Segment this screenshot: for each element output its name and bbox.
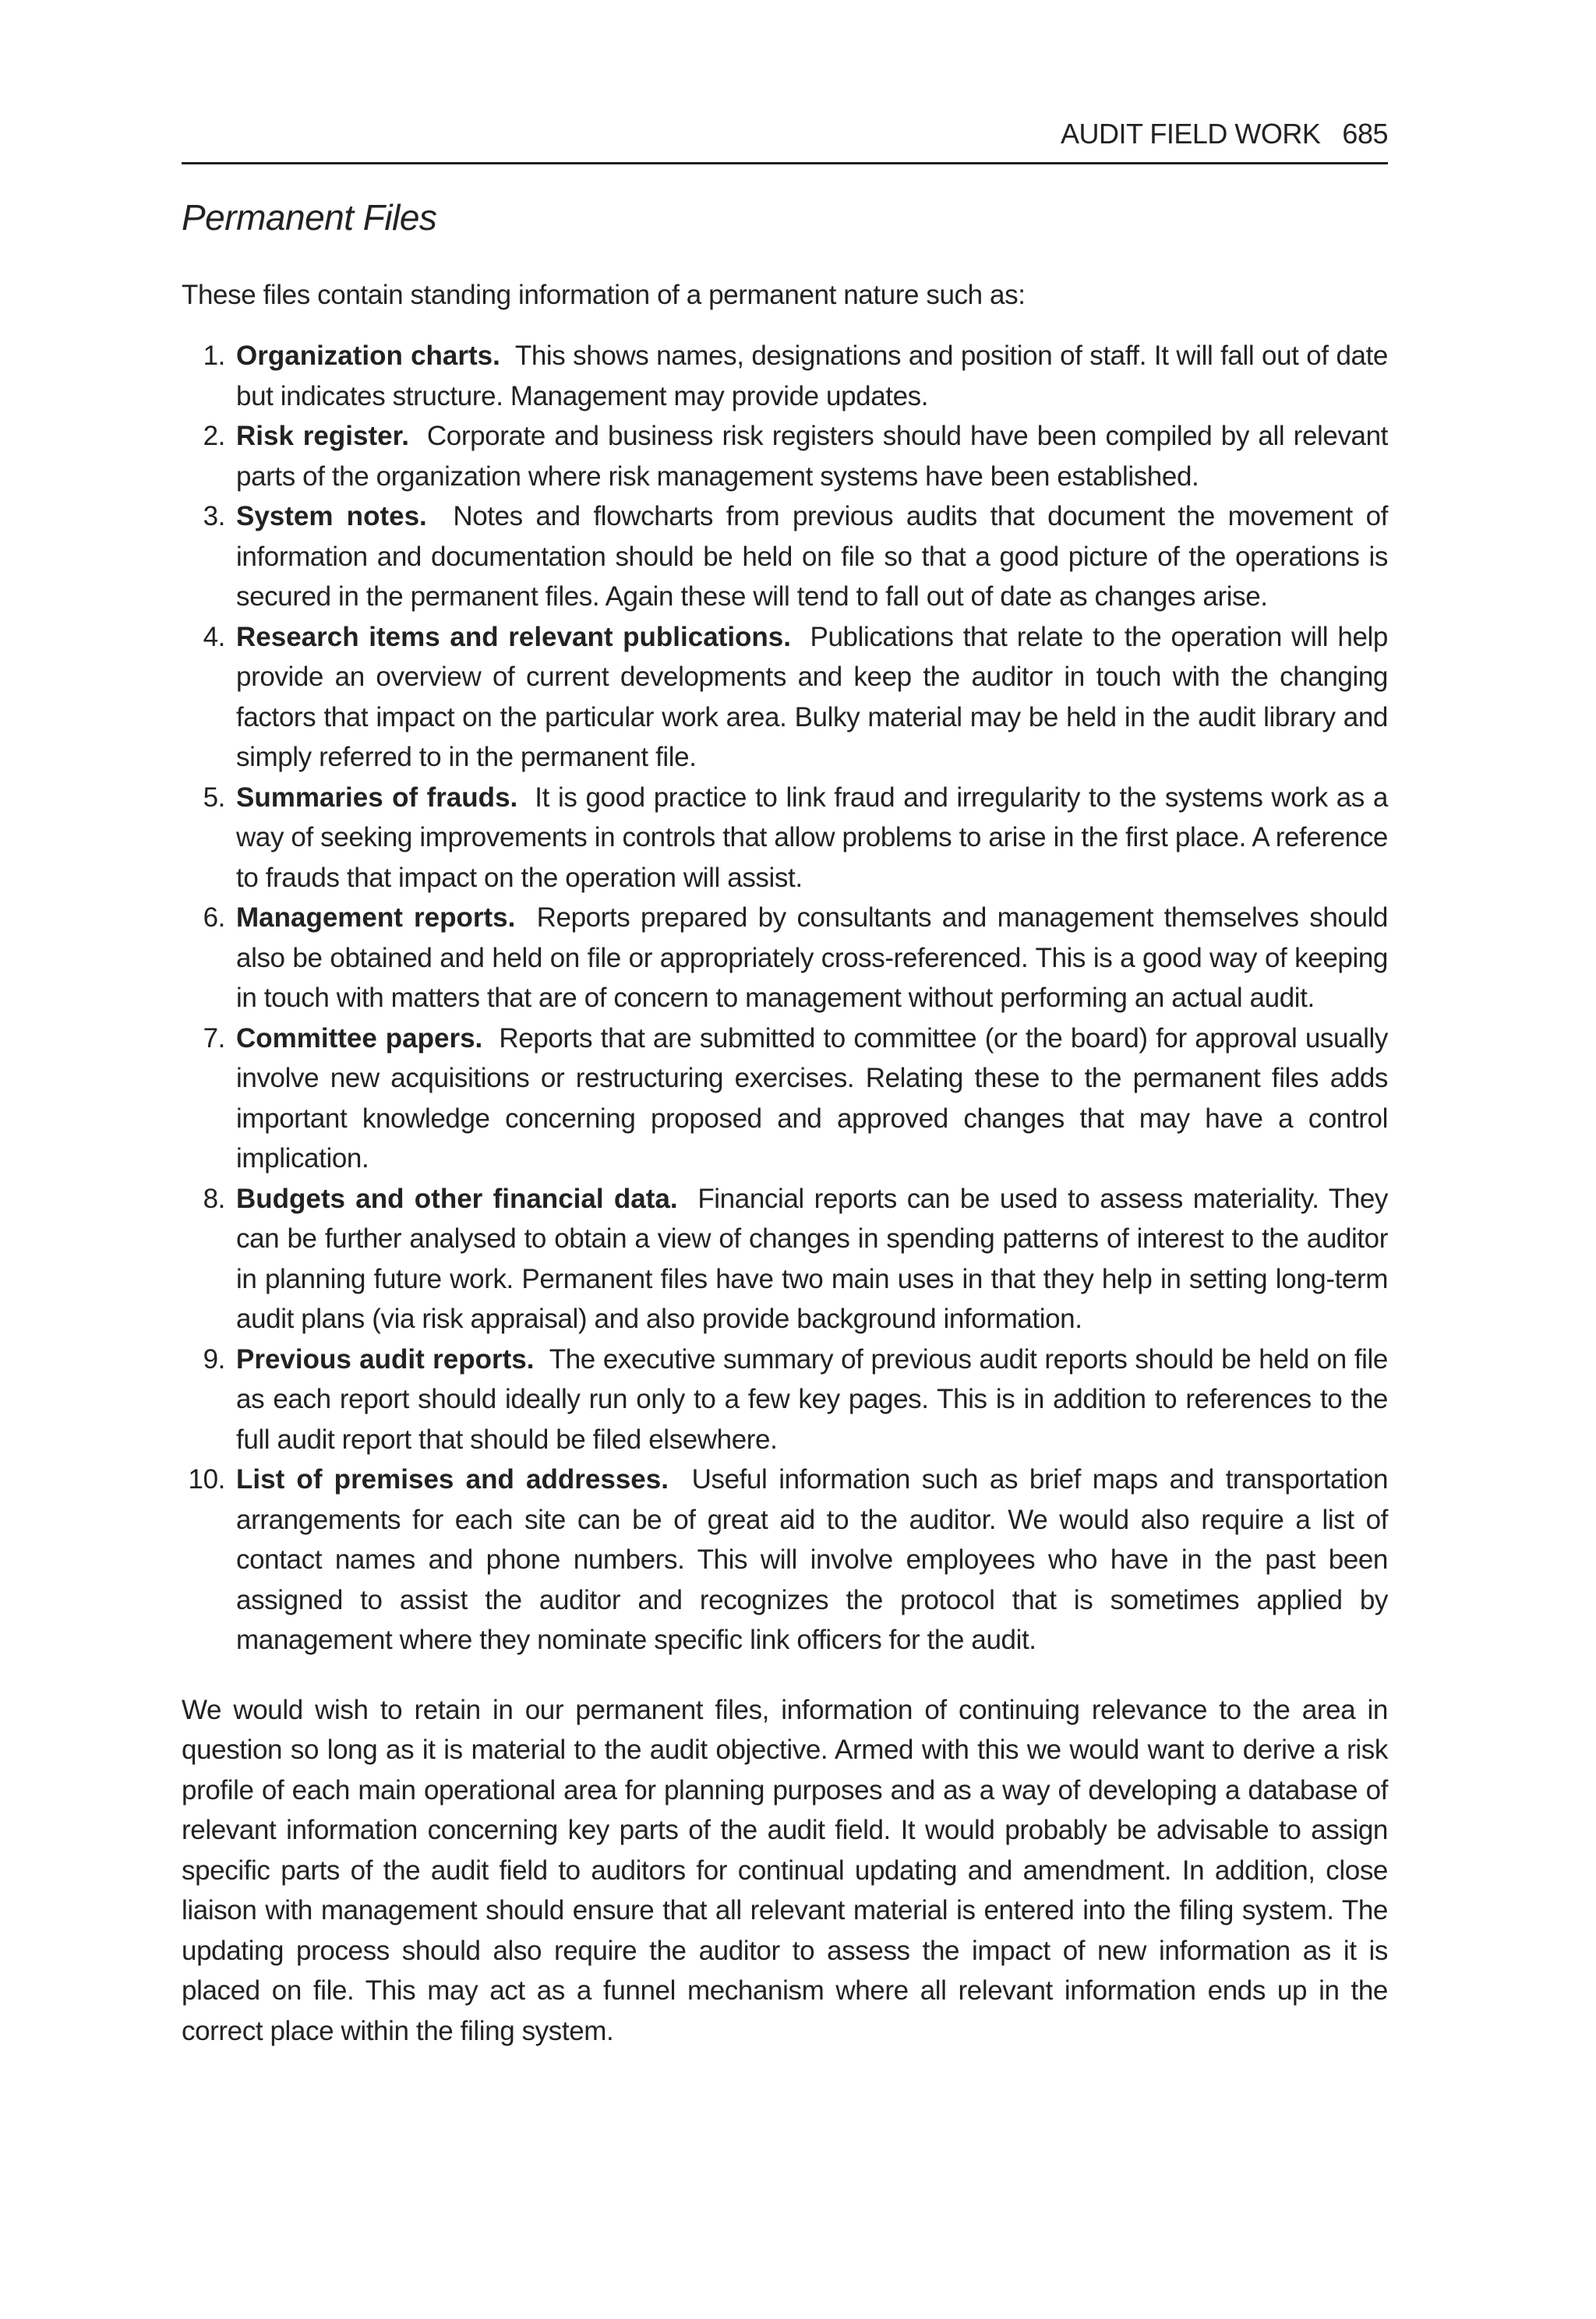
list-item	[182, 1340, 1388, 1460]
item-term: Summaries of frauds.	[236, 782, 518, 813]
item-number: 3.	[203, 501, 225, 531]
item-term: Budgets and other financial data.	[236, 1183, 678, 1214]
item-term: Management reports.	[236, 902, 516, 933]
permanent-files-list	[182, 336, 1388, 1661]
running-title: AUDIT FIELD WORK	[1061, 118, 1321, 150]
list-item	[182, 1460, 1388, 1661]
item-number: 7.	[203, 1022, 225, 1054]
item-term: Risk register.	[236, 421, 409, 451]
item-text: Reports that are submitted to committee (or the board) for approval usually involve new acquisitions or restructuring exercises. Relating these to the permanent files adds important knowledge concerning proposed and approved changes that may have a control implication.	[236, 1022, 1388, 1174]
item-number: 1.	[203, 341, 225, 371]
item-term: List of premises and addresses.	[236, 1464, 669, 1495]
item-term: System notes.	[236, 501, 427, 531]
item-number: 5.	[203, 782, 225, 813]
intro-paragraph: These files contain standing information of a permanent nature such as:	[182, 280, 1026, 310]
item-number: 10.	[188, 1464, 225, 1495]
list-item	[182, 416, 1388, 496]
item-number: 2.	[203, 421, 225, 451]
running-header	[182, 117, 1388, 164]
list-item	[182, 1179, 1388, 1340]
item-text: This shows names, designations and position of staff. It will fall out of date but indicates structure. Management may provide updates.	[236, 341, 1388, 411]
item-text: Corporate and business risk registers should have been compiled by all relevant parts of the organization where risk management systems have been established.	[236, 421, 1389, 492]
document-page	[182, 117, 1388, 2051]
closing-paragraph: We would wish to retain in our permanent files, information of continuing relevance to the area in question so long as it is material to the audit objective. Armed with this we would want to derive a risk profile of each main operational area for planning purposes and as a way of developing a database of relevant information concerning key parts of the audit field. It would probably be advisable to assign specific parts of the audit field to auditors for continual updating and amendment. In addition, close liaison with management should ensure that all relevant material is entered into the filing system. The updating process should also require the auditor to assess the impact of new information as it is placed on file. This may act as a funnel mechanism where all relevant information ends up in the correct place within the filing system.	[182, 1694, 1388, 2046]
item-term: Research items and relevant publications.	[236, 621, 791, 652]
item-text: Publications that relate to the operation will help provide an overview of current developments and keep the auditor in touch with the changing factors that impact on the particular work area. Bulky material may be held in the audit library and simply referred to in the permanent file.	[236, 621, 1388, 772]
item-text: Reports prepared by consultants and management themselves should also be obtained and held on file or appropriately cross-referenced. This is a good way of keeping in touch with matters that are of concern to management without performing an actual audit.	[236, 902, 1388, 1013]
list-item	[182, 1018, 1388, 1179]
section-title: Permanent Files	[182, 197, 437, 238]
item-number: 8.	[203, 1183, 225, 1214]
list-item	[182, 617, 1388, 778]
item-text: It is good practice to link fraud and irregularity to the systems work as a way of seeking improvements in controls that allow problems to arise in the first place. A reference to frauds that impact on the operation will assist.	[236, 782, 1388, 893]
list-item	[182, 898, 1388, 1018]
item-number: 6.	[203, 902, 225, 933]
item-text: The executive summary of previous audit reports should be held on file as each report should ideally run only to a few key pages. This is in addition to references to the full audit report that should be filed elsewhere.	[236, 1343, 1388, 1455]
list-item	[182, 496, 1388, 617]
list-item	[182, 336, 1388, 416]
item-term: Committee papers.	[236, 1022, 483, 1054]
item-text: Notes and flowcharts from previous audits that document the movement of information and documentation should be held on file so that a good picture of the operations is secured in the permanent files. Again these will tend to fall out of date as changes arise.	[236, 501, 1389, 612]
page-number: 685	[1342, 118, 1388, 150]
item-term: Previous audit reports.	[236, 1343, 535, 1375]
item-number: 9.	[203, 1343, 225, 1375]
item-number: 4.	[203, 621, 225, 652]
list-item	[182, 778, 1388, 898]
item-text: Financial reports can be used to assess materiality. They can be further analysed to obtain a view of changes in spending patterns of interest to the auditor in planning future work. Permanent files have two main uses in that they help in setting long-term audit plans (via risk appraisal) and also provide background information.	[236, 1183, 1388, 1334]
item-text: Useful information such as brief maps and transportation arrangements for each site can be of great aid to the auditor. We would also require a list of contact names and phone numbers. This will involve employees who have in the past been assigned to assist the auditor and recognizes the protocol that is sometimes applied by management where they nominate specific link officers for the audit.	[236, 1464, 1389, 1655]
item-term: Organization charts.	[236, 341, 500, 371]
